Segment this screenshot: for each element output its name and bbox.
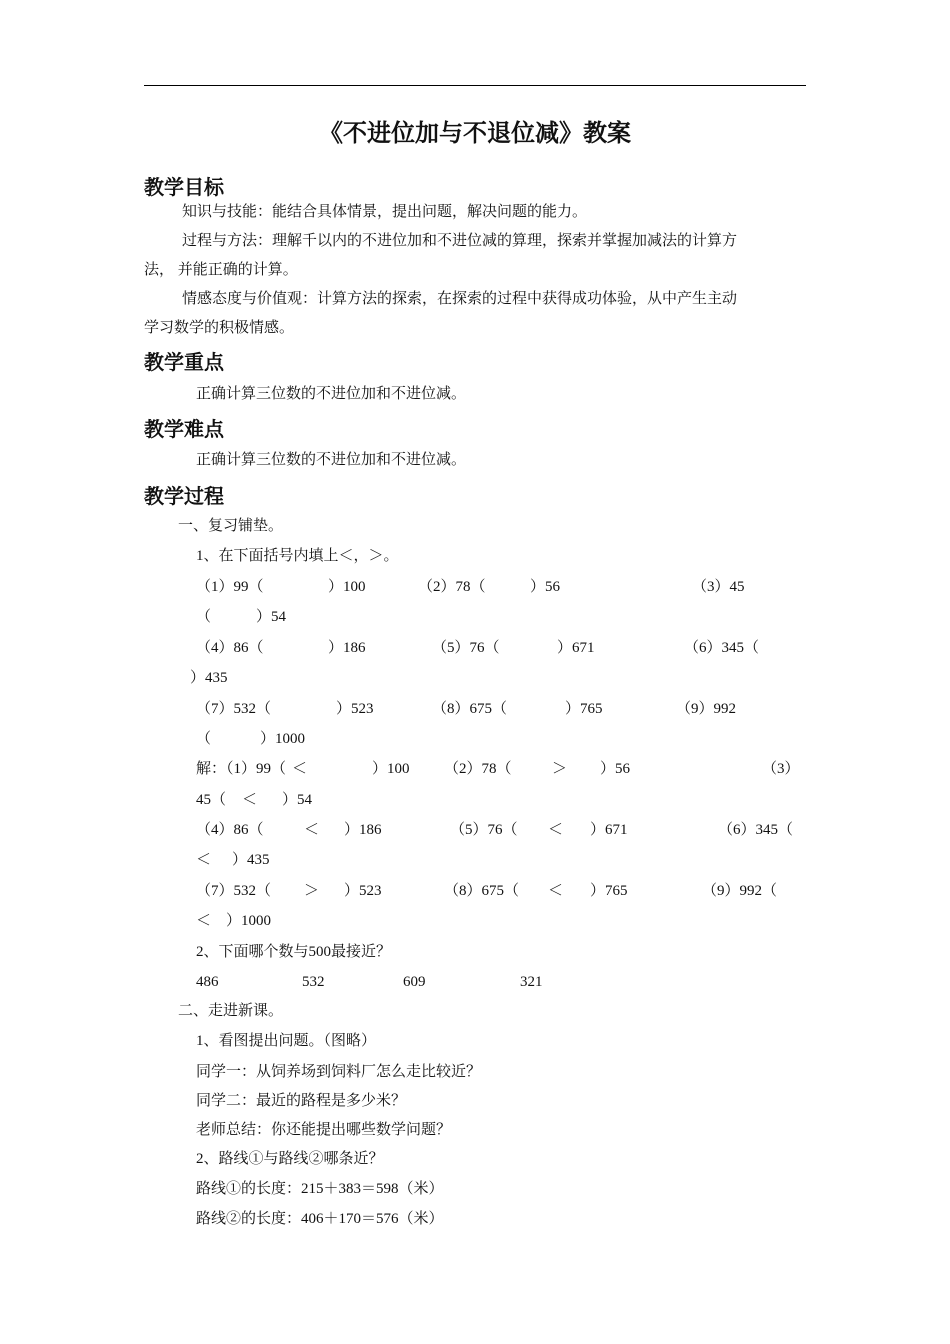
q1-item-4b: ）186 (328, 640, 366, 656)
heading-difficulties: 教学难点 (144, 417, 224, 441)
answer-5-sign: ＜ (548, 822, 564, 838)
q1-item-6b: ）435 (190, 670, 228, 686)
q1-item-4a: （4）86（ (196, 640, 264, 656)
answer-9b: ）1000 (226, 913, 272, 929)
answer-3-sign: ＜ (242, 792, 258, 808)
answer-5b: ）671 (590, 822, 628, 838)
q1-item-8b: ）765 (565, 701, 603, 717)
q1-item-3b: （ (196, 609, 212, 625)
q1-item-2a: （2）78（ (418, 579, 486, 595)
answer-1a: 解：（1）99（ (196, 761, 287, 777)
objective-emotion-line2: 学习数学的积极情感。 (144, 320, 295, 336)
q1-item-3c: ）54 (256, 609, 287, 625)
answer-6b: ）435 (232, 852, 270, 868)
q1-item-5b: ）671 (557, 640, 595, 656)
q1-item-9b: （ (196, 731, 212, 747)
answer-3c: ）54 (282, 792, 313, 808)
q1-item-8a: （8）675（ (432, 701, 508, 717)
part2-line-1: 1、看图提出问题。（图略） (196, 1033, 377, 1049)
answer-7a: （7）532（ (196, 883, 272, 899)
answer-4-sign: ＜ (304, 822, 320, 838)
answer-9-sign: ＜ (196, 913, 212, 929)
heading-key-points: 教学重点 (144, 350, 224, 374)
answer-6-sign: ＜ (196, 852, 212, 868)
answer-9a: （9）992（ (702, 883, 778, 899)
answer-4a: （4）86（ (196, 822, 264, 838)
answer-8b: ）765 (590, 883, 628, 899)
answer-6a: （6）345（ (718, 822, 794, 838)
q1-item-3a: （3）45 (692, 579, 745, 595)
answer-2a: （2）78（ (444, 761, 512, 777)
part2-line-6: 路线①的长度：215＋383＝598（米） (196, 1181, 444, 1197)
key-points-text: 正确计算三位数的不进位加和不进位减。 (196, 386, 467, 402)
document-title: 《不进位加与不退位减》教案 (319, 119, 631, 147)
q1-prompt: 1、在下面括号内填上＜，＞。 (196, 548, 399, 564)
part1-title: 一、复习铺垫。 (178, 518, 284, 534)
q2-option-3: 609 (403, 974, 426, 990)
answer-3b: 45（ (196, 792, 227, 808)
q2-option-4: 321 (520, 974, 543, 990)
heading-objectives: 教学目标 (144, 175, 224, 199)
answer-1-sign: ＜ (292, 761, 308, 777)
q2-option-1: 486 (196, 974, 219, 990)
part2-line-2: 同学一：从饲养场到饲料厂怎么走比较近？ (196, 1064, 482, 1080)
answer-8-sign: ＜ (548, 883, 564, 899)
q1-item-7a: （7）532（ (196, 701, 272, 717)
heading-process: 教学过程 (144, 484, 224, 508)
answer-7b: ）523 (344, 883, 382, 899)
part2-line-4: 老师总结：你还能提出哪些数学问题？ (196, 1122, 452, 1138)
q2-prompt: 2、下面哪个数与500最接近？ (196, 944, 392, 960)
q1-item-1b: ）100 (328, 579, 366, 595)
q2-option-2: 532 (302, 974, 325, 990)
objective-knowledge: 知识与技能：能结合具体情景，提出问题，解决问题的能力。 (182, 204, 588, 220)
q1-item-1a: （1）99（ (196, 579, 264, 595)
q1-item-6a: （6）345（ (684, 640, 760, 656)
answer-4b: ）186 (344, 822, 382, 838)
answer-2-sign: ＞ (552, 761, 568, 777)
difficulties-text: 正确计算三位数的不进位加和不进位减。 (196, 452, 467, 468)
answer-5a: （5）76（ (450, 822, 518, 838)
objective-emotion-line1: 情感态度与价值观：计算方法的探索，在探索的过程中获得成功体验，从中产生主动 (182, 291, 738, 307)
part2-line-7: 路线②的长度：406＋170＝576（米） (196, 1211, 444, 1227)
q1-item-9a: （9）992 (676, 701, 737, 717)
answer-7-sign: ＞ (304, 883, 320, 899)
q1-item-9c: ）1000 (260, 731, 306, 747)
answer-3a: （3） (762, 761, 800, 777)
q1-item-5a: （5）76（ (432, 640, 500, 656)
q1-item-2b: ）56 (530, 579, 561, 595)
answer-1b: ）100 (372, 761, 410, 777)
part2-line-3: 同学二：最近的路程是多少米？ (196, 1093, 407, 1109)
objective-process-line2: 法， 并能正确的计算。 (144, 262, 298, 278)
answer-2b: ）56 (600, 761, 631, 777)
part2-line-5: 2、路线①与路线②哪条近？ (196, 1151, 384, 1167)
objective-process-line1: 过程与方法：理解千以内的不进位加和不进位减的算理，探索并掌握加减法的计算方 (182, 233, 738, 249)
part2-title: 二、走进新课。 (178, 1003, 284, 1019)
answer-8a: （8）675（ (444, 883, 520, 899)
header-rule (144, 85, 806, 86)
q1-item-7b: ）523 (336, 701, 374, 717)
